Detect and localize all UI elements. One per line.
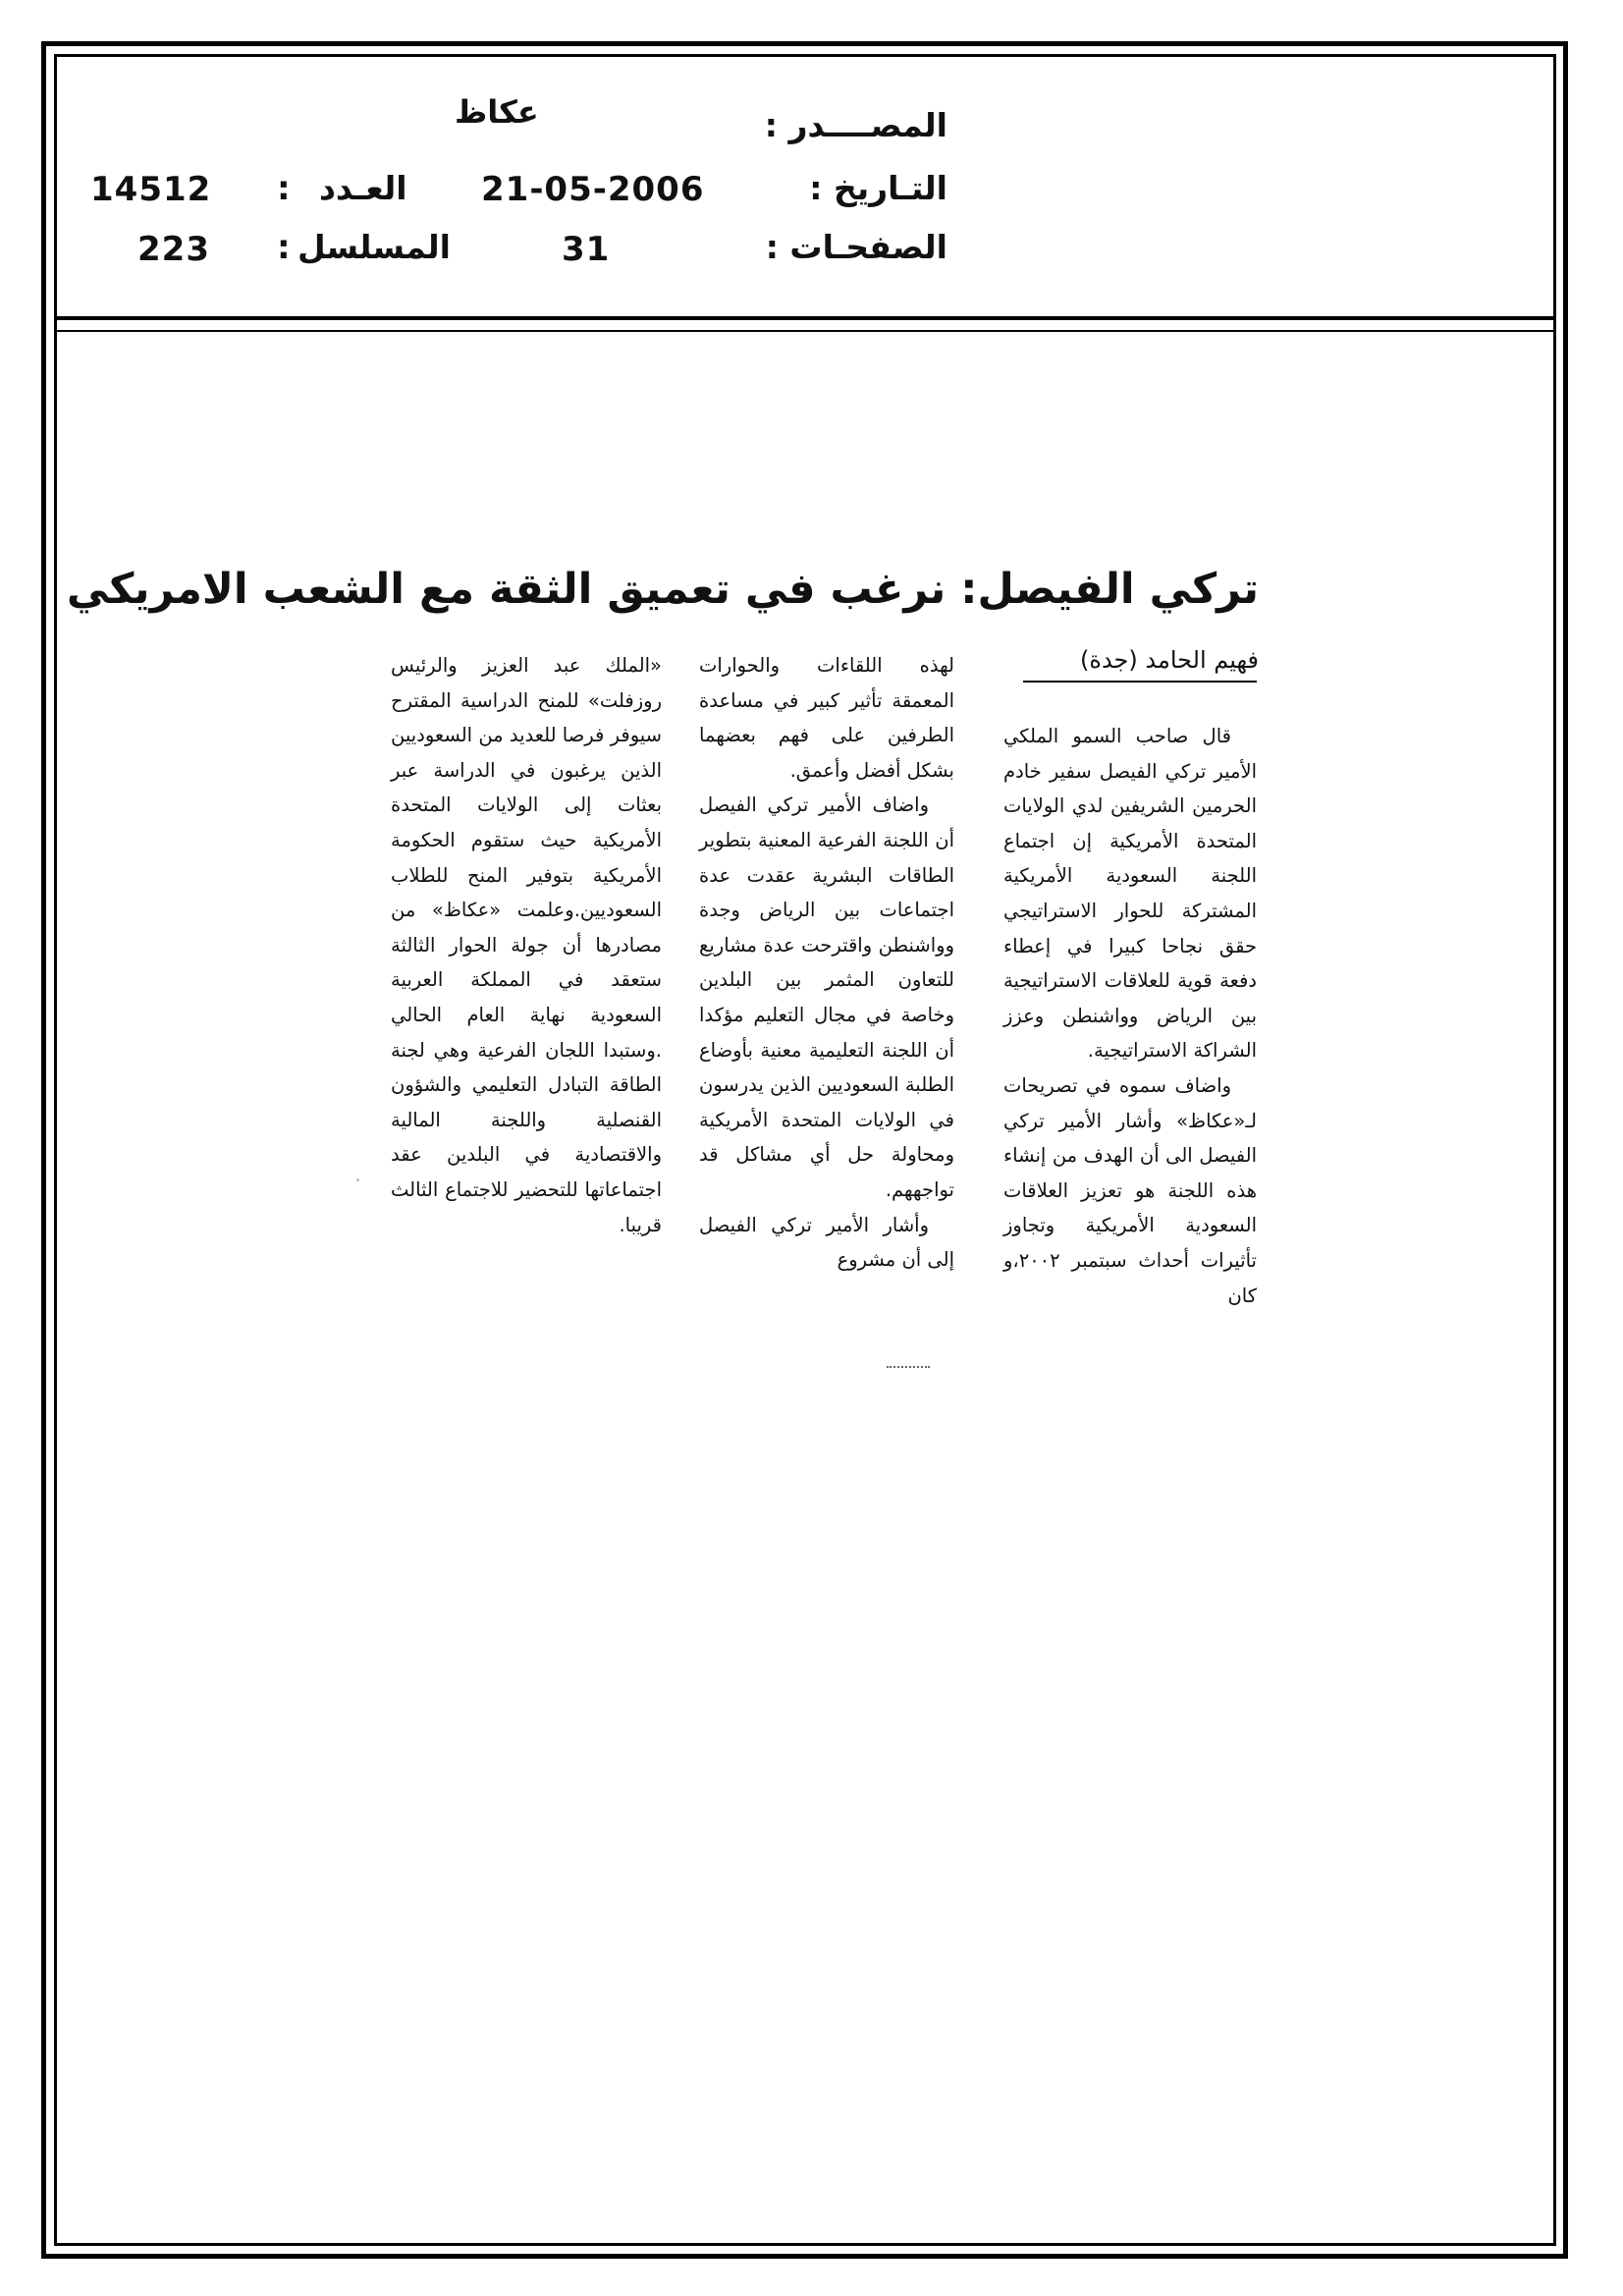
scan-speck (356, 1178, 359, 1181)
serial-label: المسلسل (298, 228, 451, 266)
article-column-3 (391, 648, 662, 1242)
serial-colon: : (277, 228, 291, 267)
byline-underline (1023, 681, 1257, 683)
serial-value: 223 (137, 230, 210, 269)
paragraph: «الملك عبد العزيز والرئيس روزفلت» للمنح الدراسية المقترح سيوفر فرصا للعديد من السعوديين الذين يرغبون في الدراسة عبر بعثات إلى الولايات المتحدة الأمريكية حيث ستقوم الحكومة الأمريكية بتوفير المنح للطلاب السعوديين.وعلمت «عكاظ» من مصادرها أن جولة الحوار الثالثة ستعقد في المملكة العربية السعودية نهاية العام الحالي .وستبدا اللجان الفرعية وهي لجنة الطاقة التبادل التعليمي والشؤون القنصلية واللجنة المالية والاقتصادية في البلدين عقد اجتماعاتها للتحضير للاجتماع الثالث قريبا. (391, 654, 662, 1236)
date-value: 21-05-2006 (481, 170, 705, 209)
article-column-2 (699, 648, 954, 1278)
pages-value: 31 (562, 230, 611, 269)
issue-colon: : (277, 169, 291, 208)
header-divider (54, 316, 1556, 320)
paragraph: واضاف سموه في تصريحات لـ«عكاظ» وأشار الأمير تركي الفيصل الى أن الهدف من إنشاء هذه اللجنة هو تعزيز العلاقات السعودية الأمريكية وتجاوز تأثيرات أحداث سبتمبر ٢٠٠٢،و كان (1003, 1073, 1257, 1307)
paragraph: لهذه اللقاءات والحوارات المعمقة تأثير كبير في مساعدة الطرفين على فهم بعضهما بشكل أفضل وأعمق. (699, 654, 954, 782)
paragraph: قال صاحب السمو الملكي الأمير تركي الفيصل سفير خادم الحرمين الشريفين لدي الولايات المتحدة الأمريكية إن اجتماع اللجنة السعودية الأمريكية المشتركة للحوار الاستراتيجي حقق نجاحا كبيرا في إعطاء دفعة قوية للعلاقات الاستراتيجية بين الرياض وواشنطن وعزز الشراكة الاستراتيجية. (1003, 725, 1257, 1063)
article-byline: فهيم الحامد (جدة) (1080, 646, 1259, 674)
header-divider-thin (54, 330, 1556, 332)
paragraph: وأشار الأمير تركي الفيصل إلى أن مشروع (699, 1213, 954, 1272)
article-headline: تركي الفيصل: نرغب في تعميق الثقة مع الشعب الامريكي (66, 565, 1259, 614)
issue-label: العـدد (319, 169, 407, 207)
source-label: المصــــدر : (764, 106, 947, 144)
date-label: التـاريخ : (809, 169, 947, 207)
source-value: عكاظ (455, 93, 539, 131)
pages-label: الصفحـات : (765, 228, 947, 266)
paragraph: واضاف الأمير تركي الفيصل أن اللجنة الفرعية المعنية بتطوير الطاقات البشرية عقدت عدة اجتماعات بين الرياض وجدة وواشنطن واقترحت عدة مشاريع للتعاون المثمر بين البلدين وخاصة في مجال التعليم مؤكدا أن اللجنة التعليمية معنية بأوضاع الطلبة السعوديين الذين يدرسون في الولايات المتحدة الأمريكية ومحاولة حل أي مشاكل قد تواجههم. (699, 793, 954, 1201)
article-column-1 (1003, 719, 1257, 1313)
issue-value: 14512 (90, 170, 212, 209)
continuation-mark (887, 1366, 930, 1368)
